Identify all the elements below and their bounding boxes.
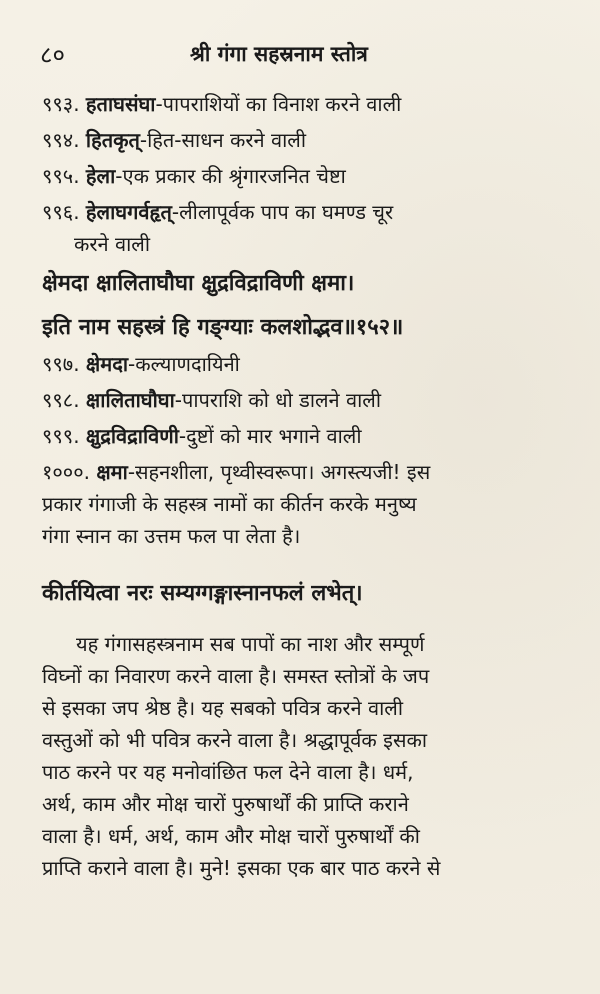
entry-number: ९९३. [42, 92, 80, 116]
running-title: श्री गंगा सहस्रनाम स्तोत्र [190, 42, 368, 66]
page-number: ८० [40, 41, 65, 69]
spacer [42, 614, 570, 628]
verse-line-2: इति नाम सहस्त्रं हि गङ्ग्याः कलशोद्भव॥१५२॥ [42, 315, 404, 340]
entry-term: क्षालिताघौघा [85, 388, 175, 412]
entry-number: ९९८. [42, 388, 80, 412]
paragraph-line: पाठ करने पर यह मनोवांछित फल देने वाला है। धर्म, [42, 760, 414, 784]
entry-number: १०००. [42, 460, 90, 484]
entry-term: क्षुद्रविद्राविणी [85, 424, 179, 448]
entry-meaning: -दुष्टों को मार भगाने वाली [178, 424, 362, 448]
entry-meaning: -पापराशियों का विनाश करने वाली [155, 92, 402, 116]
paragraph-line: वाला है। धर्म, अर्थ, काम और मोक्ष चारों पुरुषार्थों की [42, 824, 420, 848]
entry-996 [42, 196, 570, 260]
paragraph-line: यह गंगासहस्त्रनाम सब पापों का नाश और सम्पूर्ण [76, 632, 425, 656]
entry-number: ९९४. [42, 128, 80, 152]
spacer [42, 556, 570, 570]
paragraph-line: विघ्नों का निवारण करने वाला है। समस्त स्तोत्रों के जप [42, 664, 430, 688]
entry-meaning: -लीलापूर्वक पाप का घमण्ड चूर [171, 200, 394, 224]
entry-999 [42, 420, 570, 452]
entry-1000 [42, 456, 570, 552]
entry-number: ९९६. [42, 200, 80, 224]
paragraph-line: वस्तुओं को भी पवित्र करने वाला है। श्रद्धापूर्वक इसका [42, 728, 427, 752]
entry-term: क्षेमदा [85, 352, 129, 376]
verse-line-3: कीर्तयित्वा नरः सम्यग्गङ्गास्नानफलं लभेत्। [42, 581, 363, 606]
entry-meaning: -कल्याणदायिनी [128, 352, 240, 376]
page-content [42, 88, 570, 884]
entry-998 [42, 384, 570, 416]
paragraph-line: अर्थ, काम और मोक्ष चारों पुरुषार्थों की प्राप्ति कराने [42, 792, 409, 816]
entry-continuation-line: गंगा स्नान का उत्तम फल पा लेता है। [42, 524, 301, 548]
entry-994 [42, 124, 570, 156]
entry-term: क्षमा [96, 460, 128, 484]
entry-term: हताघसंघा [85, 92, 156, 116]
entry-meaning: -पापराशि को धो डालने वाली [174, 388, 382, 412]
entry-term: हितकृत् [85, 128, 140, 152]
entry-continuation-line: प्रकार गंगाजी के सहस्त्र नामों का कीर्तन करके मनुष्य [42, 492, 417, 516]
entry-meaning: -सहनशीला, पृथ्वीस्वरूपा। अगस्त्यजी! इस [127, 460, 431, 484]
entry-993 [42, 88, 570, 120]
entry-meaning: -एक प्रकार की श्रृंगारजनित चेष्टा [115, 164, 346, 188]
entry-term: हेलाघगर्वहृत् [85, 200, 172, 224]
page-header [40, 34, 560, 74]
entry-meaning: -हित-साधन करने वाली [139, 128, 307, 152]
paragraph-line: से इसका जप श्रेष्ठ है। यह सबको पवित्र करने वाली [42, 696, 404, 720]
paragraph-line: प्राप्ति कराने वाला है। मुने! इसका एक बार पाठ करने से [42, 856, 441, 880]
entry-number: ९९९. [42, 424, 80, 448]
verse-line-1: क्षेमदा क्षालिताघौघा क्षुद्रविद्राविणी क्षमा। [42, 271, 355, 296]
entry-number: ९९७. [42, 352, 80, 376]
entry-term: हेला [85, 164, 116, 188]
entry-995 [42, 160, 570, 192]
entry-number: ९९५. [42, 164, 80, 188]
entry-997 [42, 348, 570, 380]
entry-continuation: करने वाली [74, 232, 151, 256]
